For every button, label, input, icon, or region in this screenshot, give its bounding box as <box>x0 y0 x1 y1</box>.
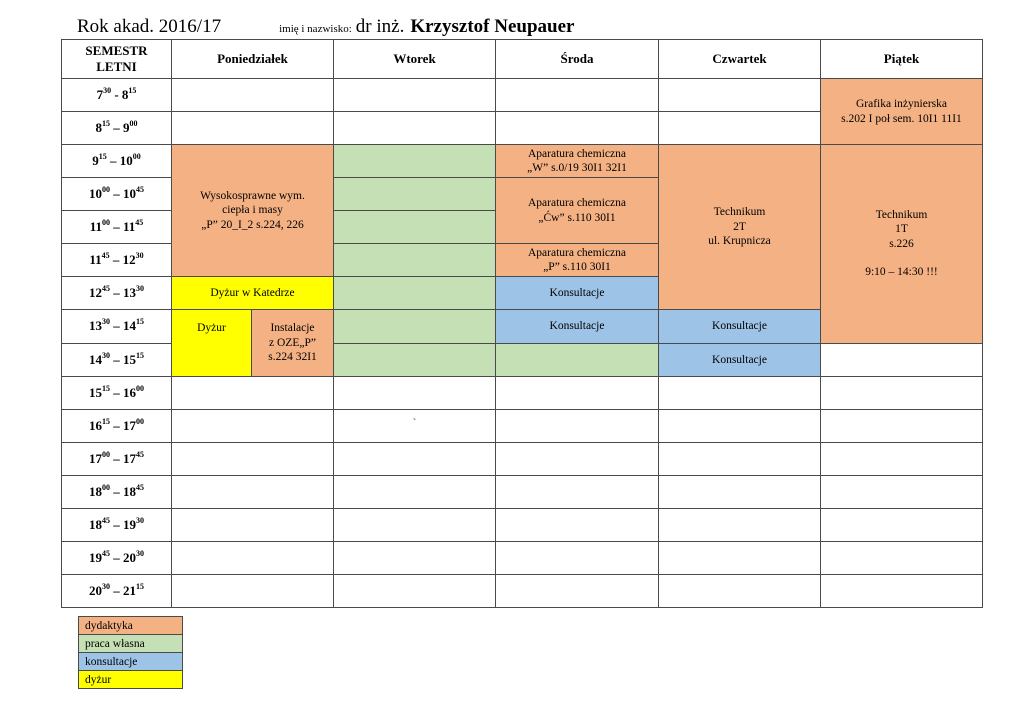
own-work-cell <box>334 178 496 211</box>
own-work-cell <box>334 310 496 344</box>
empty-cell <box>821 410 983 443</box>
event-wysokosprawne: Wysokosprawne wym. ciepła i masy „P” 20_I_2 s.224, 226 <box>172 145 334 277</box>
time-slot: $19^{45} - 20^{30}$ <box>62 542 172 575</box>
event-instalacje-oze: Instalacje z OZE„P” s.224 32I1 <box>252 310 334 376</box>
day-header-thursday: Czwartek <box>659 40 821 79</box>
day-header-friday: Piątek <box>821 40 983 79</box>
stray-mark: ` <box>412 417 417 429</box>
legend-item-konsultacje: konsultacje <box>79 653 183 671</box>
empty-cell <box>172 542 334 575</box>
empty-cell <box>172 410 334 443</box>
empty-cell <box>821 476 983 509</box>
color-legend <box>78 616 183 689</box>
empty-cell <box>334 443 496 476</box>
empty-cell <box>334 112 496 145</box>
person-name: Krzysztof Neupauer <box>410 16 575 37</box>
time-slot: $10^{00} - 10^{45}$ <box>62 178 172 211</box>
empty-cell <box>334 542 496 575</box>
empty-cell <box>334 575 496 608</box>
day-header-tuesday: Wtorek <box>334 40 496 79</box>
monday-split-cell <box>172 310 334 377</box>
empty-cell <box>659 112 821 145</box>
empty-cell <box>496 410 659 443</box>
event-aparatura-w: Aparatura chemiczna „W” s.0/19 30I1 32I1 <box>496 145 659 178</box>
empty-cell <box>821 343 983 377</box>
event-konsultacje: Konsultacje <box>496 277 659 310</box>
time-slot: $18^{00} - 18^{45}$ <box>62 476 172 509</box>
empty-cell <box>496 575 659 608</box>
own-work-cell <box>334 145 496 178</box>
time-slot: $15^{15} - 16^{00}$ <box>62 377 172 410</box>
empty-cell <box>659 575 821 608</box>
empty-cell <box>659 443 821 476</box>
empty-cell <box>334 476 496 509</box>
empty-cell <box>172 509 334 542</box>
own-work-cell <box>334 211 496 244</box>
own-work-cell <box>334 343 496 377</box>
empty-cell <box>172 575 334 608</box>
empty-cell <box>821 542 983 575</box>
event-konsultacje: Konsultacje <box>496 310 659 344</box>
academic-year: Rok akad. 2016/17 <box>77 16 222 37</box>
own-work-cell <box>496 343 659 377</box>
empty-cell <box>172 79 334 112</box>
empty-cell <box>659 476 821 509</box>
event-dyzur-w-katedrze: Dyżur w Katedrze <box>172 277 334 310</box>
time-slot: $18^{45} - 19^{30}$ <box>62 509 172 542</box>
empty-cell <box>496 542 659 575</box>
timetable <box>61 39 983 608</box>
time-slot: $14^{30} - 15^{15}$ <box>62 343 172 377</box>
event-grafika-inzynierska: Grafika inżynierska s.202 I poł sem. 10I1 11I1 <box>821 79 983 145</box>
time-slot: $11^{00} - 11^{45}$ <box>62 211 172 244</box>
empty-cell <box>821 377 983 410</box>
empty-cell <box>496 377 659 410</box>
empty-cell <box>821 509 983 542</box>
event-aparatura-cw: Aparatura chemiczna „Ćw” s.110 30I1 <box>496 178 659 244</box>
empty-cell <box>496 112 659 145</box>
empty-cell <box>172 476 334 509</box>
event-konsultacje: Konsultacje <box>659 310 821 344</box>
time-slot: $16^{15} - 17^{00}$ <box>62 410 172 443</box>
monday-split <box>172 310 333 376</box>
empty-cell <box>334 410 496 443</box>
event-dyzur: Dyżur <box>172 310 252 376</box>
empty-cell <box>172 112 334 145</box>
empty-cell <box>334 377 496 410</box>
empty-cell <box>659 542 821 575</box>
time-slot: $17^{00} - 17^{45}$ <box>62 443 172 476</box>
empty-cell <box>659 79 821 112</box>
own-work-cell <box>334 244 496 277</box>
empty-cell <box>496 79 659 112</box>
event-aparatura-p: Aparatura chemiczna „P” s.110 30I1 <box>496 244 659 277</box>
time-slot: $11^{45} - 12^{30}$ <box>62 244 172 277</box>
day-header-wednesday: Środa <box>496 40 659 79</box>
time-slot: $7^{30} - 8^{15}$ <box>62 79 172 112</box>
empty-cell <box>172 377 334 410</box>
empty-cell <box>496 443 659 476</box>
event-konsultacje: Konsultacje <box>659 343 821 377</box>
page-header <box>77 16 574 38</box>
legend-item-dyzur: dyżur <box>79 671 183 689</box>
empty-cell <box>172 443 334 476</box>
time-slot: $12^{45} - 13^{30}$ <box>62 277 172 310</box>
empty-cell <box>659 509 821 542</box>
time-slot: $13^{30} - 14^{15}$ <box>62 310 172 344</box>
person-title: dr inż. <box>355 16 405 37</box>
legend-item-dydaktyka: dydaktyka <box>79 617 183 635</box>
legend-item-praca-wlasna: praca własna <box>79 635 183 653</box>
event-technikum-2t: Technikum 2T ul. Krupnicza <box>659 145 821 310</box>
empty-cell <box>496 476 659 509</box>
day-header-monday: Poniedziałek <box>172 40 334 79</box>
empty-cell <box>659 410 821 443</box>
empty-cell <box>659 377 821 410</box>
semester-header: SEMESTR LETNI <box>62 40 172 79</box>
event-technikum-1t: Technikum 1T s.226 9:10 – 14:30 !!! <box>821 145 983 344</box>
empty-cell <box>821 575 983 608</box>
time-slot: $9^{15} - 10^{00}$ <box>62 145 172 178</box>
empty-cell <box>334 79 496 112</box>
empty-cell <box>496 509 659 542</box>
time-slot: $8^{15} - 9^{00}$ <box>62 112 172 145</box>
empty-cell <box>821 443 983 476</box>
name-caption: imię i nazwisko: <box>279 23 352 35</box>
time-slot: $20^{30} - 21^{15}$ <box>62 575 172 608</box>
empty-cell <box>334 509 496 542</box>
own-work-cell <box>334 277 496 310</box>
